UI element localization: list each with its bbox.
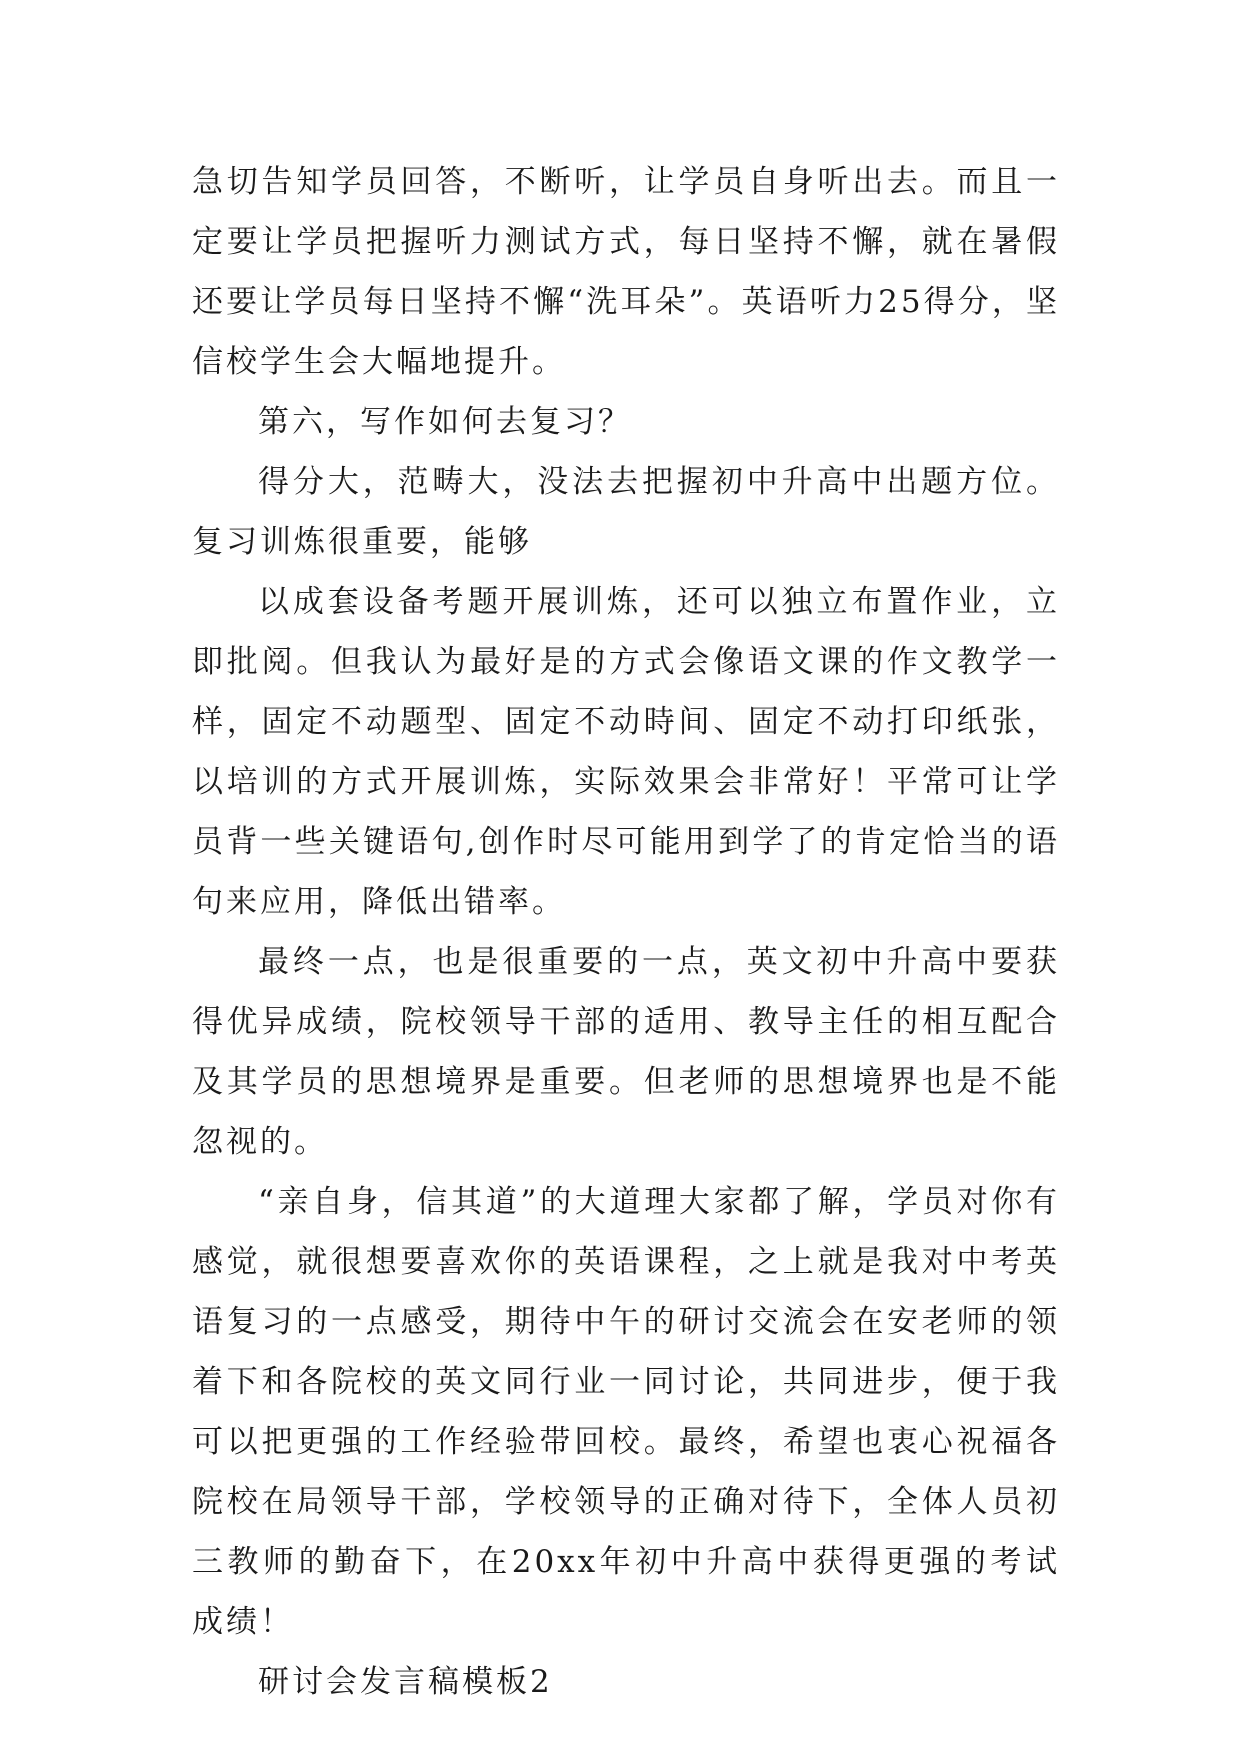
paragraph-template-title: 研讨会发言稿模板2 bbox=[258, 1664, 553, 1700]
paragraph-heading-writing: 第六，写作如何去复习？ bbox=[258, 404, 632, 440]
paragraph-training-method: 以成套设备考题开展训炼，还可以独立布置作业，立即批阅。但我认为最好是的方式会像语文课的作文教学一样，固定不动题型、固定不动時间、固定不动打印纸张，以培训的方式开展训炼，实际效果会非常好！平常可让学员背一些关键语句,创作时尽可能用到学了的肯定恰当的语句来应用，降低出错率。 bbox=[192, 584, 1060, 920]
paragraph-closing: “亲自身，信其道”的大道理大家都了解，学员对你有感觉，就很想要喜欢你的英语课程，之上就是我对中考英语复习的一点感受，期待中午的研讨交流会在安老师的领着下和各院校的英文同行业一同讨论，共同进步，便于我可以把更强的工作经验带回校。最终，希望也衷心祝福各院校在局领导干部，学校领导的正确对待下，全体人员初三教师的勤奋下，在20xx年初中升高中获得更强的考试成绩！ bbox=[192, 1184, 1060, 1640]
paragraph-writing-review: 得分大，范畴大，没法去把握初中升高中出题方位。复习训炼很重要，能够 bbox=[192, 464, 1060, 560]
paragraph-final-point: 最终一点，也是很重要的一点，英文初中升高中要获得优异成绩，院校领导干部的适用、教导主任的相互配合及其学员的思想境界是重要。但老师的思想境界也是不能忽视的。 bbox=[192, 944, 1060, 1160]
document-body bbox=[192, 152, 1060, 1712]
paragraph-continued: 急切告知学员回答，不断听，让学员自身听出去。而且一定要让学员把握听力测试方式，每日坚持不懈，就在暑假还要让学员每日坚持不懈“洗耳朵”。英语听力25得分，坚信校学生会大幅地提升。 bbox=[192, 164, 1060, 380]
